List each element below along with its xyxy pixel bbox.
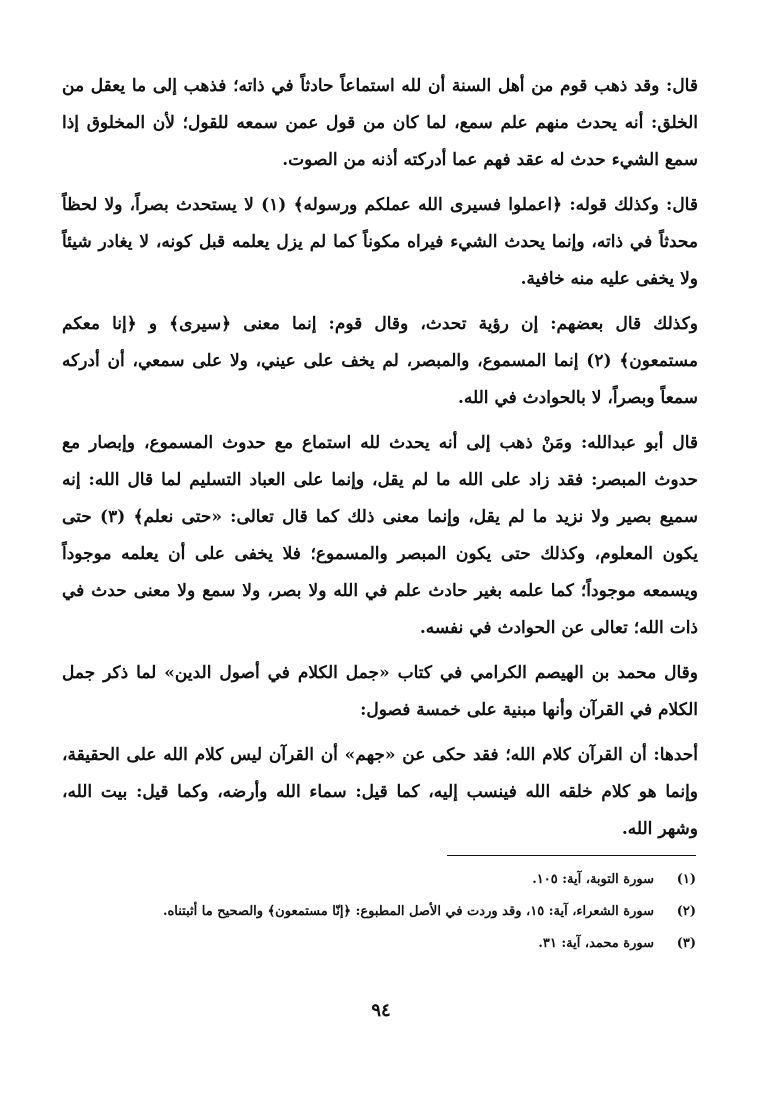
- main-text: [62, 68, 698, 848]
- paragraph-1: قال: وقد ذهب قوم من أهل السنة أن لله استماعاً حادثاً في ذاته؛ فذهب إلى ما يعقل من الخلق: أنه يحدث منهم علم سمع، لما كان من قول عمن سمعه للقول؛ لأن المخلوق إذا سمع الشيء حدث له عقد فهم عما أدركته أذنه من الصوت.: [62, 76, 698, 170]
- paragraph-4: قال أبو عبدالله: ومَنْ ذهب إلى أنه يحدث لله استماع مع حدوث المسموع، وإبصار مع حدوث المبصر: فقد زاد على الله ما لم يقل، وإنما على العباد التسليم لما قال الله: إنه سميع بصير ولا نزيد ما لم يقل، وإنما معنى ذلك كما قال تعالى: «حتى نعلم﴾ (٣) حتى يكون المعلوم، وكذلك حتى يكون المبصر والمسموع؛ فلا يخفى على أن يعلمه موجوداً ويسمعه موجوداً؛ كما علمه بغير حادث علم في الله ولا بصر، ولا سمع ولا معنى حدث في ذات الله؛ تعالى عن الحوادث في نفسه.: [62, 433, 698, 638]
- footnote-text: سورة التوبة، آية: ١٠٥.: [532, 872, 654, 887]
- paragraph-5: وقال محمد بن الهيصم الكرامي في كتاب «جمل الكلام في أصول الدين» لما ذكر جمل الكلام في القرآن وأنها مبنية على خمسة فصول:: [62, 663, 698, 720]
- paragraph-3: وكذلك قال بعضهم: إن رؤية تحدث، وقال قوم: إنما معنى ﴿سيرى﴾ و ﴿إنا معكم مستمعون﴾ (٢) إنما المسموع، والمبصر، لم يخف على عيني، ولا على سمعي، أن أدركه سمعاً وبصراً، لا بالحوادث في الله.: [62, 314, 698, 408]
- footnote-number: (٣): [676, 936, 696, 951]
- page-number: ٩٤: [371, 1000, 391, 1021]
- footnote-text: سورة الشعراء، آية: ١٥، وقد وردت في الأصل المطبوع: ﴿إنّا مستمعون﴾ والصحيح ما أثبتناه.: [162, 904, 654, 919]
- footnote-number: (٢): [676, 904, 696, 919]
- footnote-2: [62, 898, 696, 926]
- footnote-text: سورة محمد، آية: ٣١.: [538, 936, 654, 951]
- footnote-divider: [447, 855, 696, 856]
- paragraph-6: أحدها: أن القرآن كلام الله؛ فقد حكى عن «جهم» أن القرآن ليس كلام الله على الحقيقة، وإنما هو كلام خلقه الله فينسب إليه، كما قيل: سماء الله وأرضه، وكما قيل: بيت الله، وشهر الله.: [62, 745, 698, 839]
- footnote-number: (١): [676, 872, 696, 887]
- footnote-1: [62, 866, 696, 894]
- footnote-3: [62, 930, 696, 958]
- paragraph-2: قال: وكذلك قوله: ﴿اعملوا فسيرى الله عملكم ورسوله﴾ (١) لا يستحدث بصراً، ولا لحظاً محدثاً في ذاته، وإنما يحدث الشيء فيراه مكوناً كما لم يزل يعلمه قبل كونه، لا يغادر شيئاً ولا يخفى عليه منه خافية.: [62, 195, 698, 289]
- footnotes: [62, 866, 696, 962]
